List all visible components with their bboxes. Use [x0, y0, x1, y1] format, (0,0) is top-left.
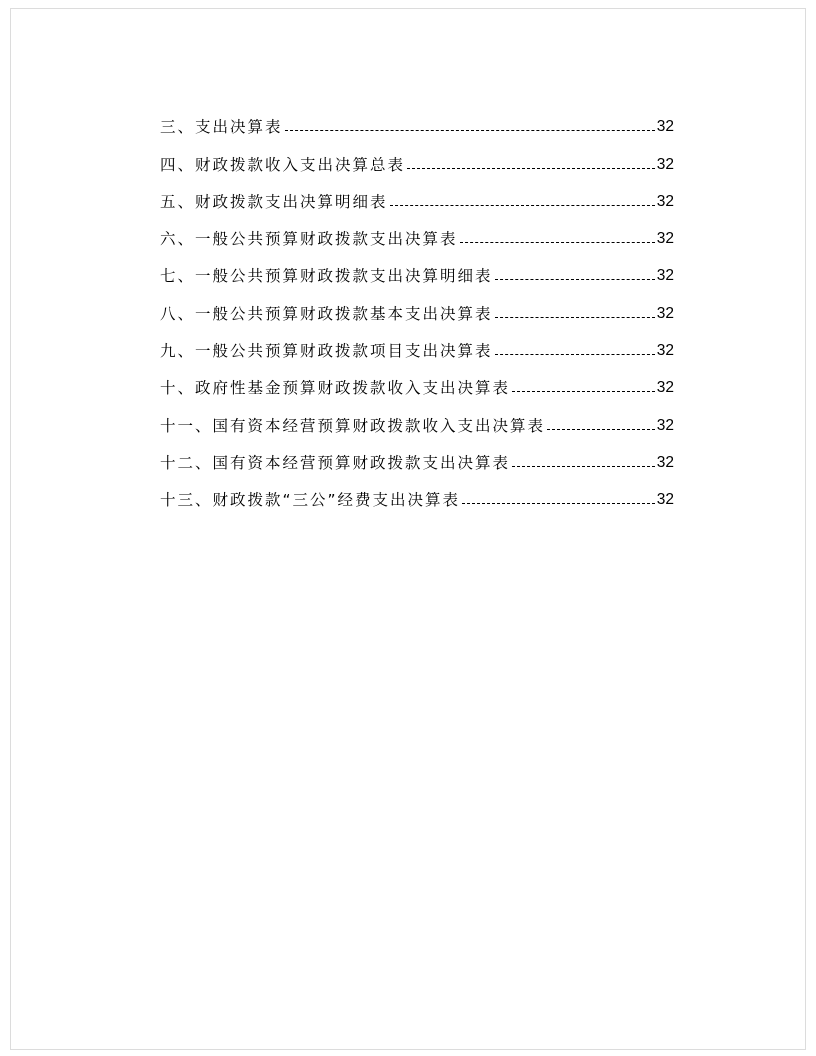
toc-leader [390, 205, 655, 206]
toc-leader [512, 391, 655, 392]
toc-entry[interactable] [160, 220, 674, 257]
toc-leader [285, 130, 655, 131]
toc-entry-title: 十三、财政拨款“三公”经费支出决算表 [160, 491, 461, 510]
toc-leader [407, 168, 655, 169]
toc-entry-page: 32 [656, 491, 674, 509]
toc-entry-title: 四、财政拨款收入支出决算总表 [160, 155, 406, 174]
toc-leader [460, 242, 655, 243]
toc-leader [512, 466, 655, 467]
toc-entry[interactable] [160, 108, 674, 145]
toc-entry-title: 六、一般公共预算财政拨款支出决算表 [160, 230, 458, 249]
toc-entry-title: 七、一般公共预算财政拨款支出决算明细表 [160, 267, 493, 286]
toc-entry-page: 32 [656, 416, 674, 434]
toc-leader [495, 317, 655, 318]
toc-entry-title: 十一、国有资本经营预算财政拨款收入支出决算表 [160, 416, 546, 435]
toc-entry-page: 32 [656, 230, 674, 248]
toc-entry[interactable] [160, 257, 674, 294]
toc-entry-title: 八、一般公共预算财政拨款基本支出决算表 [160, 304, 493, 323]
toc-entry-page: 32 [656, 304, 674, 322]
toc-leader [495, 279, 655, 280]
toc-entry-title: 五、财政拨款支出决算明细表 [160, 192, 388, 211]
toc-entry[interactable] [160, 145, 674, 182]
toc-entry-page: 32 [656, 267, 674, 285]
toc-leader [495, 354, 655, 355]
toc-entry-page: 32 [656, 192, 674, 210]
toc-entry[interactable] [160, 481, 674, 518]
toc-entry-title: 三、支出决算表 [160, 118, 283, 137]
toc-entry-page: 32 [656, 155, 674, 173]
toc-leader [547, 429, 655, 430]
toc-entry[interactable] [160, 369, 674, 406]
toc-entry-title: 十二、国有资本经营预算财政拨款支出决算表 [160, 453, 511, 472]
toc-entry[interactable] [160, 444, 674, 481]
toc-entry-title: 十、政府性基金预算财政拨款收入支出决算表 [160, 379, 511, 398]
toc-entry[interactable] [160, 332, 674, 369]
toc-entry[interactable] [160, 183, 674, 220]
toc-entry-page: 32 [656, 379, 674, 397]
toc-entry-page: 32 [656, 453, 674, 471]
toc-entry-title: 九、一般公共预算财政拨款项目支出决算表 [160, 342, 493, 361]
toc-entry-page: 32 [656, 118, 674, 136]
table-of-contents [160, 108, 674, 518]
toc-entry[interactable] [160, 406, 674, 443]
toc-entry-page: 32 [656, 342, 674, 360]
toc-leader [462, 503, 655, 504]
toc-entry[interactable] [160, 294, 674, 331]
